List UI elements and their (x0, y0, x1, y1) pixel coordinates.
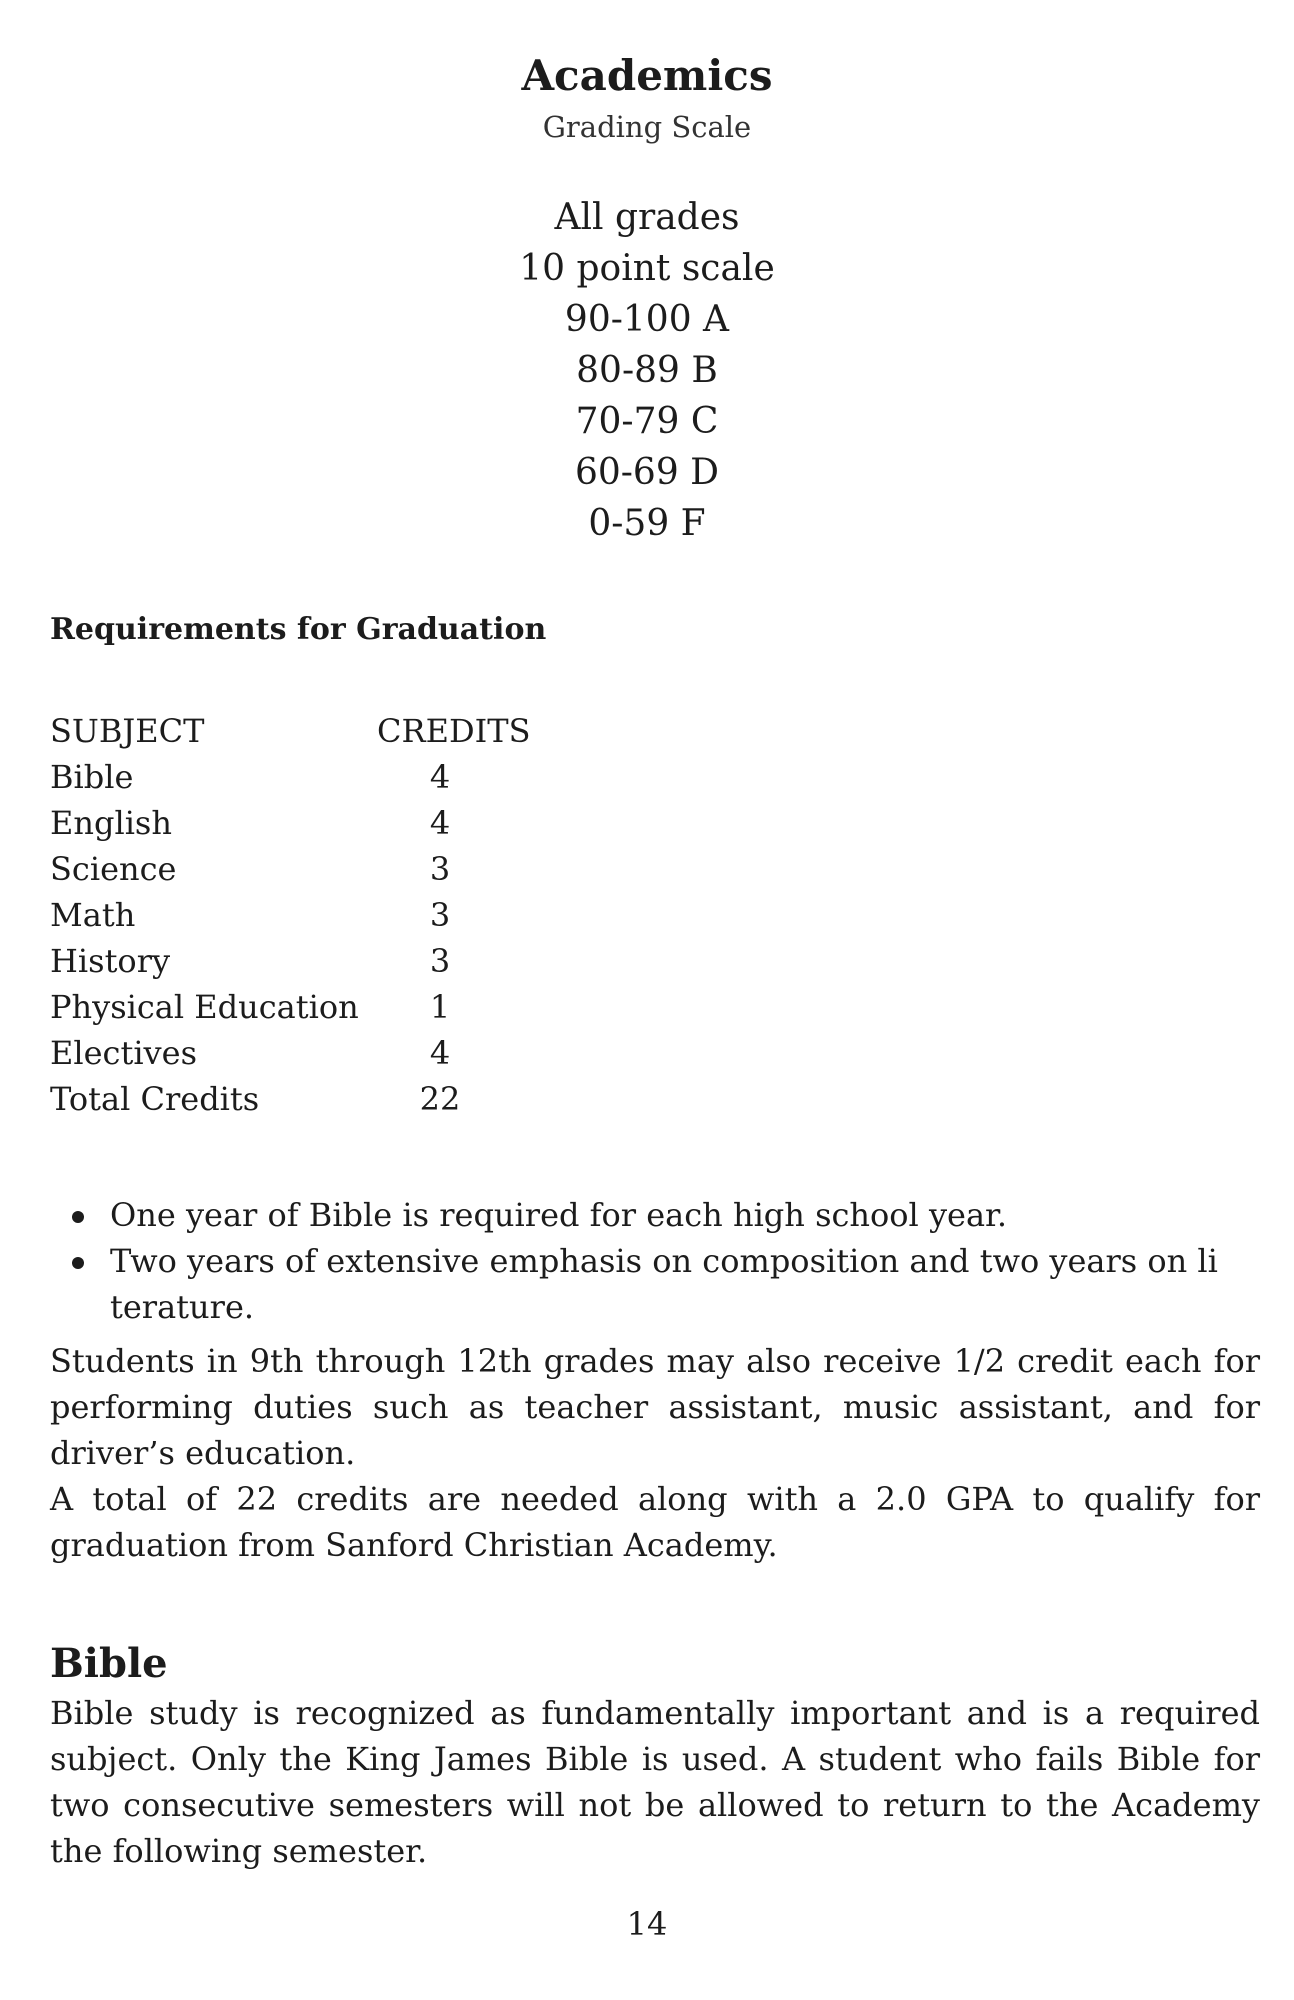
list-item-text: Two years of extensive emphasis on composition and two years on li terature. (110, 1242, 1218, 1326)
table-row (50, 984, 570, 1030)
credits-table (50, 708, 570, 1122)
grading-scale-line: 60-69 D (574, 452, 720, 493)
subject-cell: Electives (50, 1034, 197, 1072)
table-row (50, 754, 570, 800)
grading-scale-line: 0-59 F (588, 503, 706, 544)
total-credits-paragraph: A total of 22 credits are needed along with a 2.0 GPA to qualify for graduation from Sanford Christian Academy. (50, 1480, 1260, 1564)
grading-scale-line: All grades (554, 197, 740, 238)
table-row (50, 892, 570, 938)
page-subtitle: Grading Scale (542, 110, 752, 144)
grading-scale-line: 70-79 C (575, 401, 719, 442)
requirements-bullet-list (50, 1192, 1260, 1330)
list-item (50, 1192, 1260, 1238)
bible-section-heading: Bible (50, 1640, 168, 1687)
table-row (50, 800, 570, 846)
grading-scale-line: 10 point scale (519, 248, 775, 289)
list-item-text: One year of Bible is required for each high school year. (110, 1196, 1007, 1234)
bible-paragraph: Bible study is recognized as fundamentally important and is a required subject. Only the King James Bible is used. A student who fails Bible for two consecutive semesters will not be allowed to return to the Academy the following semester. (50, 1694, 1260, 1870)
bullet-icon (72, 1211, 84, 1223)
table-row (50, 1030, 570, 1076)
credits-cell: 22 (419, 1080, 461, 1118)
grading-scale-line: 80-89 B (576, 350, 718, 391)
subject-column-header: SUBJECT (50, 712, 205, 750)
credits-cell: 3 (429, 942, 451, 980)
credits-cell: 4 (429, 758, 451, 796)
grading-scale-line: 90-100 A (564, 299, 730, 340)
table-row-total (50, 1076, 570, 1122)
half-credit-paragraph: Students in 9th through 12th grades may also receive 1/2 credit each for performing duties such as teacher assistant, music assistant, and for driver’s education. (50, 1342, 1260, 1472)
list-item (50, 1238, 1260, 1330)
subject-cell: Math (50, 896, 136, 934)
subject-cell: History (50, 942, 171, 980)
page-number: 14 (626, 1905, 668, 1943)
table-row (50, 938, 570, 984)
credits-table-header (50, 708, 570, 754)
credits-cell: 1 (429, 988, 451, 1026)
graduation-requirements-heading: Requirements for Graduation (50, 612, 547, 647)
bullet-icon (72, 1257, 84, 1269)
table-row (50, 846, 570, 892)
credits-cell: 3 (429, 850, 451, 888)
credits-cell: 4 (429, 1034, 451, 1072)
subject-cell: English (50, 804, 172, 842)
subject-cell: Physical Education (50, 988, 359, 1026)
subject-cell: Bible (50, 758, 134, 796)
subject-cell: Total Credits (50, 1080, 260, 1118)
credits-cell: 3 (429, 896, 451, 934)
page-title: Academics (521, 51, 773, 100)
credits-column-header: CREDITS (377, 712, 531, 750)
subject-cell: Science (50, 850, 177, 888)
credits-cell: 4 (429, 804, 451, 842)
grading-scale (0, 192, 1294, 549)
